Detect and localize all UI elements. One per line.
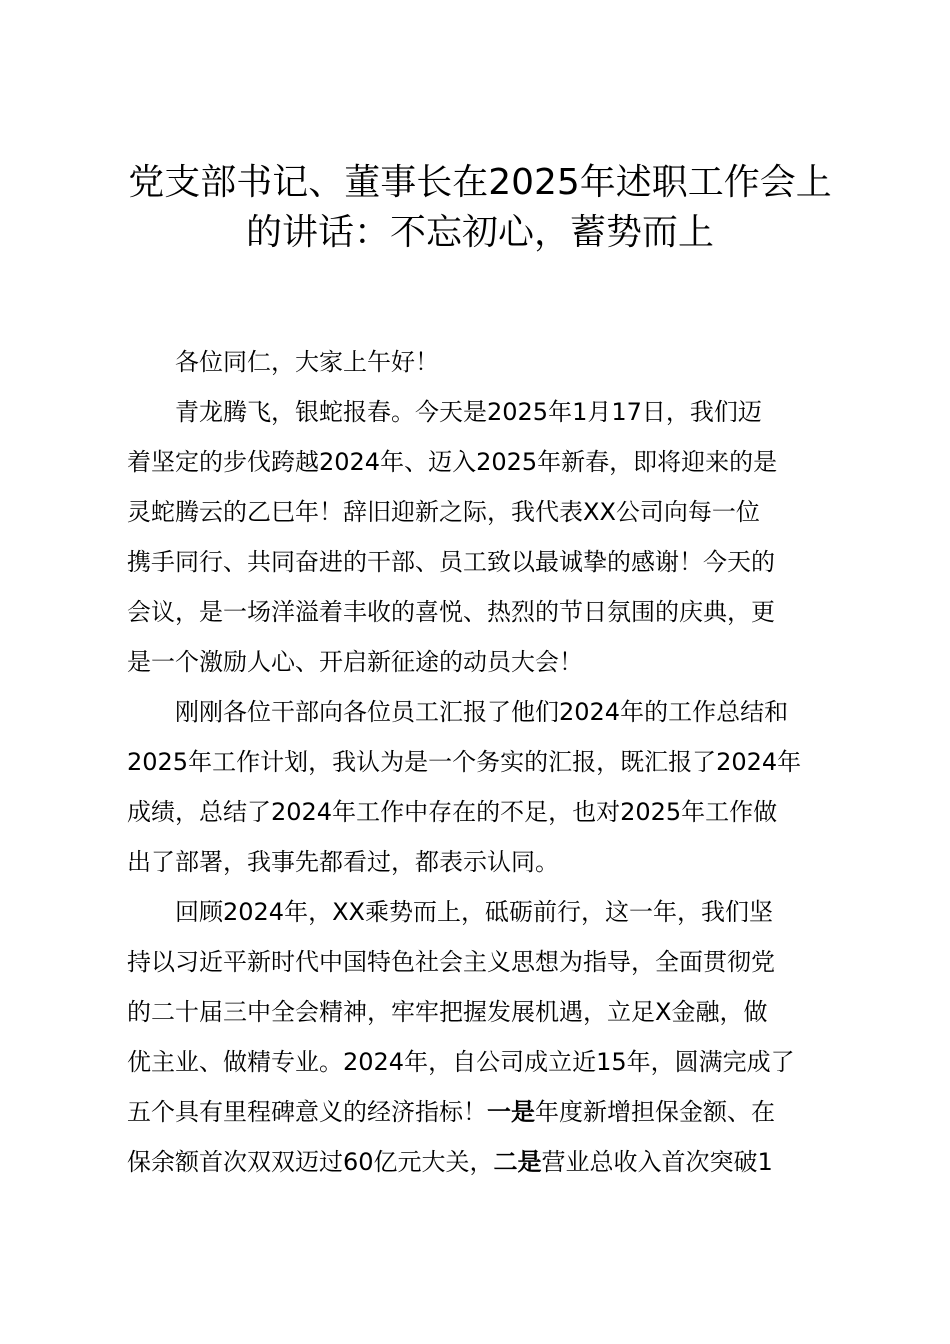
text-line: 携手同行、共同奋进的干部、员工致以最诚挚的感谢！今天的 [127,548,775,576]
text-line: 成绩，总结了2024年工作中存在的不足，也对2025年工作做 [127,798,778,826]
text-line: 会议，是一场洋溢着丰收的喜悦、热烈的节日氛围的庆典，更 [127,598,775,626]
paragraph-greeting [127,337,832,387]
text-line: 2025年工作计划，我认为是一个务实的汇报，既汇报了2024年 [127,748,802,776]
bold-marker: 一是 [487,1098,535,1126]
text-line: 持以习近平新时代中国特色社会主义思想为指导，全面贯彻党 [127,948,775,976]
text-line: 出了部署，我事先都看过，都表示认同。 [127,848,559,876]
paragraph-opening [127,387,832,687]
text-line [127,1087,832,1137]
text-segment: 五个具有里程碑意义的经济指标！ [127,1098,487,1126]
text-line [127,1137,832,1187]
text-segment: 营业总收入首次突破1 [541,1148,773,1176]
document-body [127,337,832,1187]
text-line: 是一个激励人心、开启新征途的动员大会！ [127,648,583,676]
bold-marker: 二是 [493,1148,542,1176]
text-line: 优主业、做精专业。2024年，自公司成立近15年，圆满完成了 [127,1048,795,1076]
text-line: 的二十届三中全会精神，牢牢把握发展机遇，立足X金融，做 [127,998,768,1026]
text-segment: 保余额首次双双迈过60亿元大关， [127,1148,494,1176]
text-line: 回顾2024年，XX乘势而上，砥砺前行，这一年，我们坚 [175,898,773,926]
text-line: 各位同仁，大家上午好！ [175,348,439,376]
text-line: 着坚定的步伐跨越2024年、迈入2025年新春，即将迎来的是 [127,448,778,476]
paragraph-reports [127,687,832,887]
text-line: 青龙腾飞，银蛇报春。今天是2025年1月17日，我们迈 [175,398,762,426]
paragraph-review [127,887,832,1187]
title-line-1: 党支部书记、董事长在2025年述职工作会上 [128,162,832,203]
text-segment: 年度新增担保金额、在 [535,1098,775,1126]
text-line: 灵蛇腾云的乙巳年！辞旧迎新之际，我代表XX公司向每一位 [127,498,760,526]
title-line-2: 的讲话：不忘初心，蓄势而上 [245,212,714,253]
text-line: 刚刚各位干部向各位员工汇报了他们2024年的工作总结和 [175,698,789,726]
document-title [100,158,860,258]
